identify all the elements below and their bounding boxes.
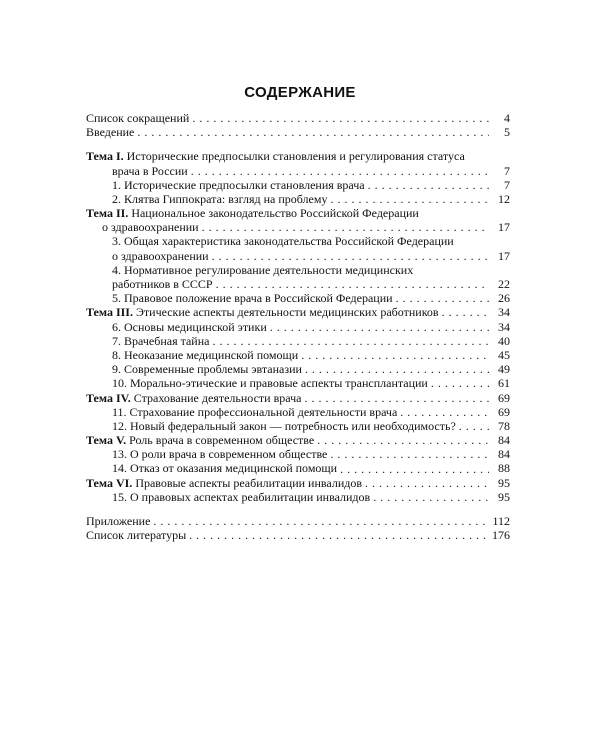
toc-entry-text: Национальное законодательство Российской Федерации [131, 206, 419, 221]
toc-page-number: 95 [498, 489, 510, 504]
toc-section-heading[interactable] [86, 476, 510, 490]
toc-page-number: 84 [498, 433, 510, 448]
toc-entry-text: 9. Современные проблемы эвтаназии [112, 362, 302, 377]
toc-page-number: 40 [498, 333, 510, 348]
toc-page-number: 84 [498, 447, 510, 462]
toc-page-number: 34 [498, 305, 510, 320]
toc-entry[interactable] [86, 164, 510, 178]
toc-section-heading[interactable] [86, 206, 510, 220]
toc-entry[interactable] [86, 111, 510, 125]
toc-page-number: 7 [504, 177, 510, 192]
toc-entry-text: Правовые аспекты реабилитации инвалидов [135, 475, 363, 490]
toc-entry[interactable] [86, 362, 510, 376]
toc-page-number: 176 [492, 528, 510, 543]
toc-entry-text: работников в СССР [112, 277, 213, 292]
toc-entry-text: 1. Исторические предпосылки становления врача [112, 177, 365, 192]
toc-entry[interactable] [86, 528, 510, 542]
toc-entry-text: 10. Морально-этические и правовые аспекты трансплантации [112, 376, 428, 391]
toc-entry-text: 15. О правовых аспектах реабилитации инвалидов [112, 489, 371, 504]
toc-entry-text: 3. Общая характеристика законодательства Российской Федерации [112, 234, 454, 249]
toc-entry-text: 13. О роли врача в современном обществе [112, 447, 328, 462]
toc-entry-text: Приложение [86, 514, 151, 529]
toc-page-number: 112 [492, 514, 510, 529]
page-title: СОДЕРЖАНИЕ [244, 84, 356, 101]
toc-page-number: 5 [504, 125, 510, 140]
toc-page-number: 17 [498, 220, 510, 235]
toc-entry[interactable] [86, 220, 510, 234]
toc-page-number: 61 [498, 376, 510, 391]
toc-entry[interactable] [86, 263, 510, 277]
toc-entry-text: 4. Нормативное регулирование деятельности медицинских [112, 262, 414, 277]
toc-page-number: 17 [498, 248, 510, 263]
toc-entry-text: врача в России [112, 163, 188, 178]
toc-page-number: 4 [504, 110, 510, 125]
toc-entry[interactable] [86, 447, 510, 461]
toc-entry[interactable] [86, 125, 510, 139]
toc-section-heading[interactable] [86, 391, 510, 405]
toc-entry-text: 2. Клятва Гиппократа: взгляд на проблему [112, 191, 328, 206]
toc-page-number: 88 [498, 461, 510, 476]
toc-section-label: Тема II. [86, 206, 129, 221]
toc-section-heading[interactable] [86, 305, 510, 319]
toc-page-number: 95 [498, 475, 510, 490]
table-of-contents [86, 111, 510, 542]
toc-entry-text: 12. Новый федеральный закон — потребность или необходимость? [112, 418, 456, 433]
toc-entry[interactable] [86, 376, 510, 390]
toc-page-number: 45 [498, 347, 510, 362]
toc-entry[interactable] [86, 291, 510, 305]
toc-entry[interactable] [86, 235, 510, 249]
toc-entry-text: 7. Врачебная тайна [112, 333, 210, 348]
toc-entry[interactable] [86, 462, 510, 476]
toc-entry-text: о здравоохранении [112, 248, 209, 263]
toc-page-number: 49 [498, 362, 510, 377]
toc-entry-text: 14. Отказ от оказания медицинской помощи [112, 461, 338, 476]
toc-entry[interactable] [86, 277, 510, 291]
toc-entry-text: о здравоохранении [102, 220, 199, 235]
toc-entry-text: 11. Страхование профессиональной деятельности врача [112, 404, 398, 419]
toc-entry[interactable] [86, 320, 510, 334]
toc-section-label: Тема I. [86, 149, 124, 164]
toc-entry-text: Роль врача в современном обществе [129, 433, 315, 448]
toc-entry-text: Введение [86, 125, 135, 140]
toc-entry-text: 5. Правовое положение врача в Российской Федерации [112, 291, 393, 306]
toc-page-number: 78 [498, 418, 510, 433]
toc-entry-text: 6. Основы медицинской этики [112, 319, 267, 334]
toc-section-label: Тема III. [86, 305, 133, 320]
toc-section-label: Тема VI. [86, 475, 133, 490]
toc-entry-text: Список сокращений [86, 110, 190, 125]
toc-page-number: 26 [498, 291, 510, 306]
toc-page-number: 22 [498, 277, 510, 292]
toc-entry[interactable] [86, 490, 510, 504]
toc-entry[interactable] [86, 405, 510, 419]
toc-entry[interactable] [86, 334, 510, 348]
toc-section-label: Тема V. [86, 433, 127, 448]
toc-entry[interactable] [86, 178, 510, 192]
toc-page-number: 12 [498, 191, 510, 206]
toc-entry-text: Страхование деятельности врача [133, 390, 302, 405]
toc-section-label: Тема IV. [86, 390, 131, 405]
toc-page-number: 7 [504, 163, 510, 178]
toc-section-heading[interactable] [86, 433, 510, 447]
toc-page-number: 34 [498, 319, 510, 334]
toc-entry-text: 8. Неоказание медицинской помощи [112, 347, 299, 362]
toc-entry[interactable] [86, 348, 510, 362]
toc-entry-text: Этические аспекты деятельности медицинских работников [135, 305, 439, 320]
toc-entry[interactable] [86, 514, 510, 528]
toc-entry-text: Список литературы [86, 528, 187, 543]
toc-entry[interactable] [86, 249, 510, 263]
toc-page-number: 69 [498, 404, 510, 419]
toc-page-number: 69 [498, 390, 510, 405]
toc-entry-text: Исторические предпосылки становления и регулирования статуса [126, 149, 465, 164]
toc-entry[interactable] [86, 192, 510, 206]
toc-section-heading[interactable] [86, 149, 510, 163]
toc-entry[interactable] [86, 419, 510, 433]
